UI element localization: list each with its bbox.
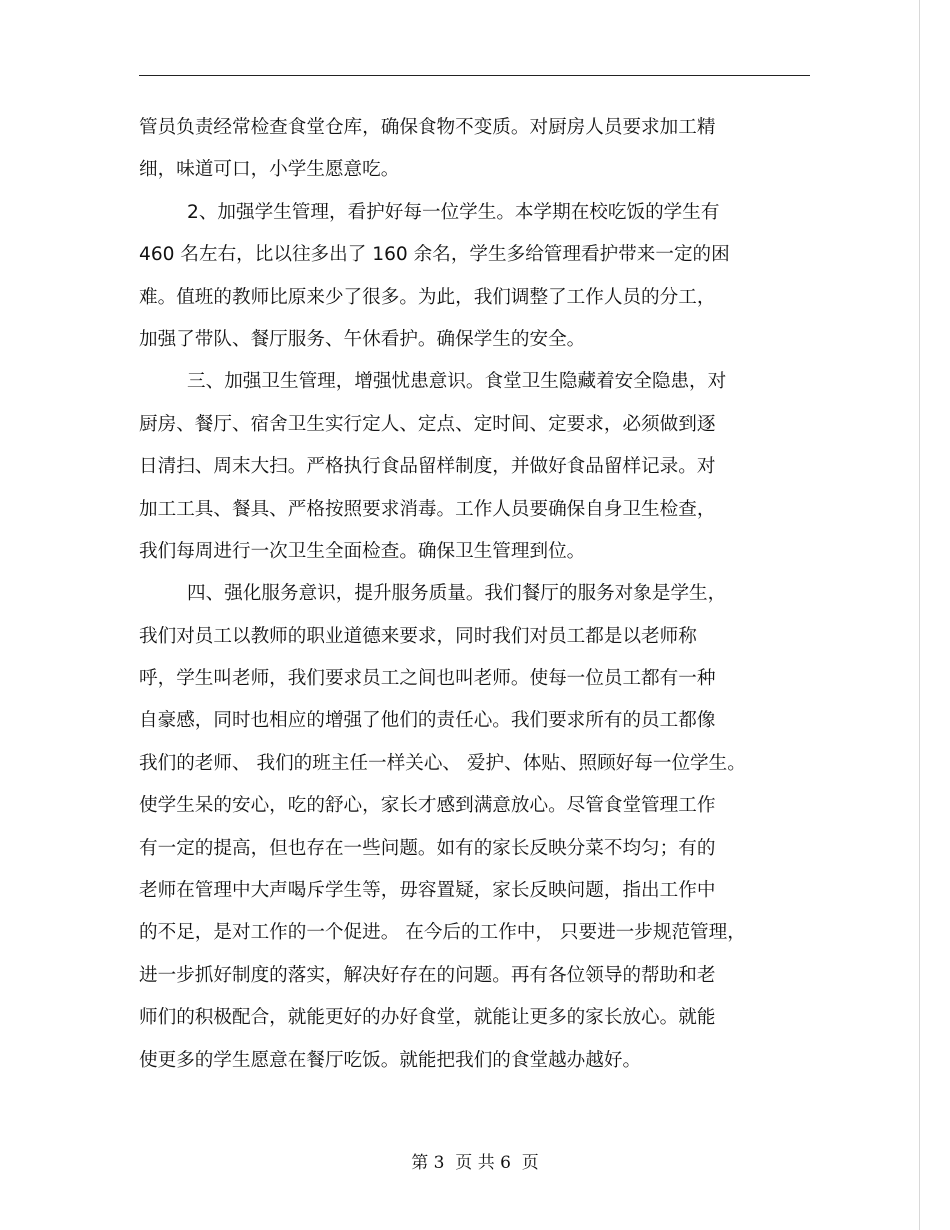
text-line: 加工工具、餐具、严格按照要求消毒。工作人员要确保自身卫生检查， [139,498,716,520]
text-line: 使更多的学生愿意在餐厅吃饭。就能把我们的食堂越办越好。 [139,1049,642,1071]
text-line: 三、加强卫生管理，增强忧患意识。食堂卫生隐藏着安全隐患，对 [187,371,727,393]
text-line: 细，味道可口，小学生愿意吃。 [139,159,400,181]
text-line: 的不足，是对工作的一个促进。 在今后的工作中， 只要进一步规范管理， [139,922,746,944]
text-line: 管员负责经常检查食堂仓库，确保食物不变质。对厨房人员要求加工精 [139,117,716,138]
text-line: 老师在管理中大声喝斥学生等，毋容置疑，家长反映问题，指出工作中 [139,880,716,902]
text-line: 进一步抓好制度的落实，解决好存在的问题。再有各位领导的帮助和老 [139,964,716,986]
text-line: 有一定的提高，但也存在一些问题。如有的家长反映分菜不均匀；有的 [139,837,716,859]
document-body [139,107,814,1082]
text-line: 四、强化服务意识，提升服务质量。我们餐厅的服务对象是学生， [187,583,727,605]
header-rule [139,75,810,76]
page-edge [919,0,920,1230]
text-line: 我们每周进行一次卫生全面检查。确保卫生管理到位。 [139,540,586,562]
page-number: 第 3 页 共 6 页 [411,1153,539,1173]
text-line: 日清扫、周末大扫。严格执行食品留样制度，并做好食品留样记录。对 [139,456,716,478]
text-line: 460 名左右，比以往多出了 160 余名，学生多给管理看护带来一定的困 [139,244,730,266]
text-line: 使学生呆的安心，吃的舒心，家长才感到满意放心。尽管食堂管理工作 [139,795,716,817]
text-line: 厨房、餐厅、宿舍卫生实行定人、定点、定时间、定要求，必须做到逐 [139,413,716,435]
text-line: 我们的老师、 我们的班主任一样关心、 爱护、体贴、照顾好每一位学生。 [139,752,746,774]
text-line: 我们对员工以教师的职业道德来要求，同时我们对员工都是以老师称 [139,625,697,647]
text-line: 呼，学生叫老师，我们要求员工之间也叫老师。使每一位员工都有一种 [139,668,716,690]
text-line: 难。值班的教师比原来少了很多。为此，我们调整了工作人员的分工， [139,286,716,308]
text-line: 自豪感，同时也相应的增强了他们的责任心。我们要求所有的员工都像 [139,710,716,732]
text-line: 加强了带队、餐厅服务、午休看护。确保学生的安全。 [139,328,586,350]
text-line: 师们的积极配合，就能更好的办好食堂，就能让更多的家长放心。就能 [139,1007,716,1029]
text-line: 2、加强学生管理，看护好每一位学生。本学期在校吃饭的学生有 [187,201,720,223]
